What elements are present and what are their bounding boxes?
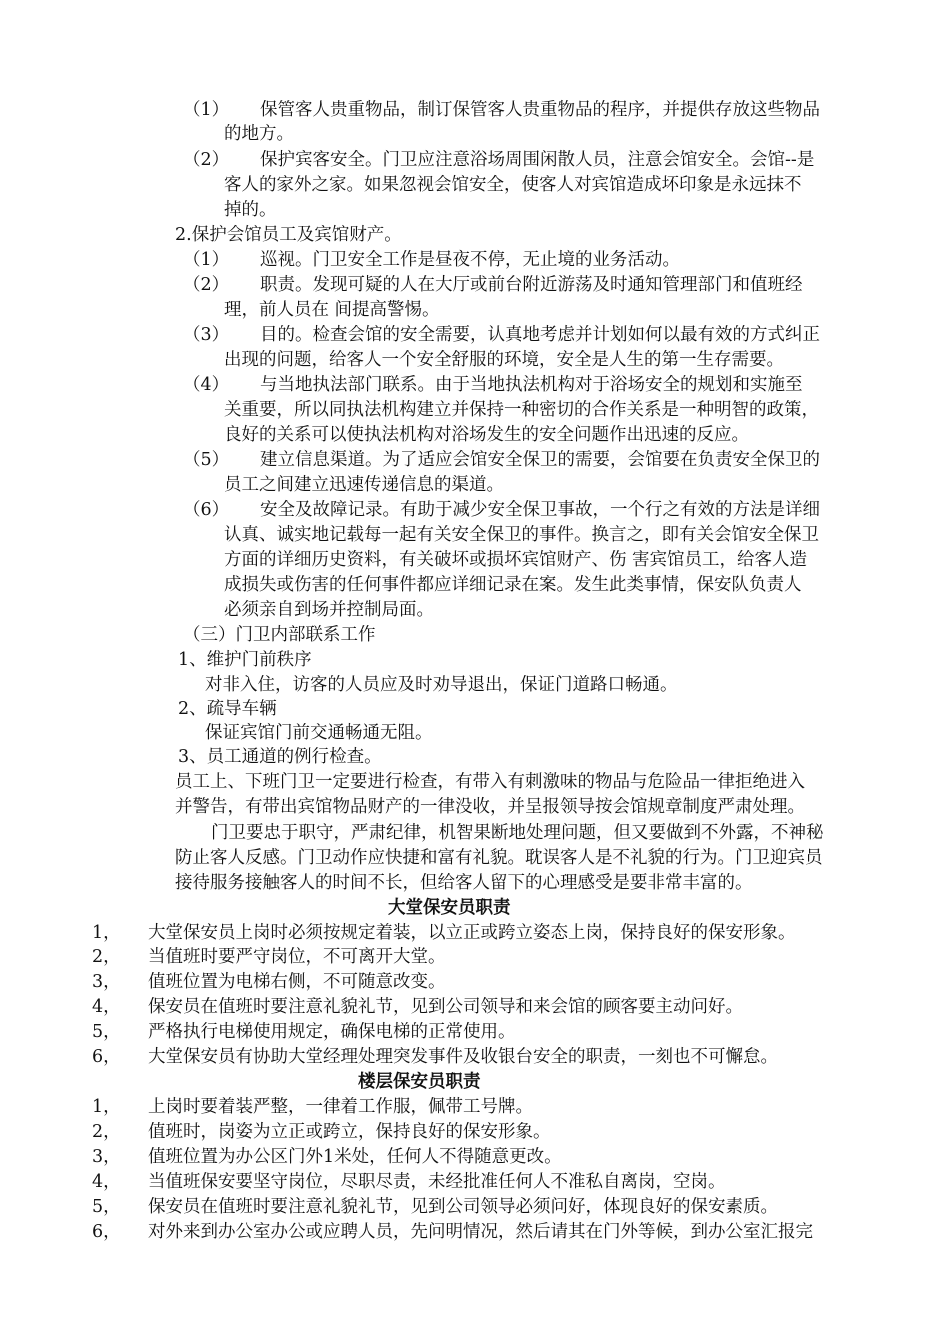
subheading: 3、员工通道的例行检查。 xyxy=(178,747,382,767)
list-number: 5， xyxy=(92,1022,121,1042)
paragraph-line: 掉的。 xyxy=(224,200,277,220)
paragraph-line: 对非入住，访客的人员应及时劝导退出，保证门道路口畅通。 xyxy=(205,675,678,695)
list-item: 值班时，岗姿为立正或跨立，保持良好的保安形象。 xyxy=(148,1122,551,1142)
marker: （6） xyxy=(183,500,230,520)
paragraph-line: 必须亲自到场并控制局面。 xyxy=(224,600,434,620)
list-number: 4， xyxy=(92,997,121,1017)
list-number: 3， xyxy=(92,1147,121,1167)
list-number: 2， xyxy=(92,1122,121,1142)
marker: （1） xyxy=(183,100,230,120)
paragraph-line: 关重要，所以同执法机构建立并保持一种密切的合作关系是一种明智的政策， xyxy=(224,400,819,420)
paragraph-line: 建立信息渠道。为了适应会馆安全保卫的需要，会馆要在负责安全保卫的 xyxy=(260,450,820,470)
paragraph-line: 接待服务接触客人的时间不长，但给客人留下的心理感受是要非常丰富的。 xyxy=(175,873,753,893)
paragraph-line: 员工上、下班门卫一定要进行检查，有带入有刺激味的物品与危险品一律拒绝进入 xyxy=(175,772,805,792)
paragraph-line: 保护宾客安全。门卫应注意浴场周围闲散人员，注意会馆安全。会馆--是 xyxy=(260,150,815,170)
paragraph-line: 出现的问题，给客人一个安全舒服的环境，安全是人生的第一生存需要。 xyxy=(224,350,784,370)
marker: （5） xyxy=(183,450,230,470)
paragraph-line: 方面的详细历史资料，有关破坏或损坏宾馆财产、伤 害宾馆员工，给客人造 xyxy=(224,550,808,570)
list-item: 保安员在值班时要注意礼貌礼节，见到公司领导和来会馆的顾客要主动问好。 xyxy=(148,997,743,1017)
marker: （4） xyxy=(183,375,230,395)
list-item: 值班位置为办公区门外1米处，任何人不得随意更改。 xyxy=(148,1147,562,1167)
paragraph-line: 认真、诚实地记载每一起有关安全保卫的事件。换言之，即有关会馆安全保卫 xyxy=(224,525,819,545)
list-item: 严格执行电梯使用规定，确保电梯的正常使用。 xyxy=(148,1022,516,1042)
paragraph-line: 保证宾馆门前交通畅通无阻。 xyxy=(205,723,433,743)
list-item: 当值班时要严守岗位，不可离开大堂。 xyxy=(148,947,446,967)
marker: （2） xyxy=(183,150,230,170)
subheading: 1、维护门前秩序 xyxy=(178,650,312,670)
paragraph-line: 门卫要忠于职守，严肃纪律，机智果断地处理问题，但又要做到不外露，不神秘 xyxy=(211,823,824,843)
section-heading: （三）门卫内部联系工作 xyxy=(183,625,376,645)
list-item: 上岗时要着装严整，一律着工作服，佩带工号牌。 xyxy=(148,1097,533,1117)
paragraph-line: 员工之间建立迅速传递信息的渠道。 xyxy=(224,475,504,495)
list-number: 6， xyxy=(92,1222,121,1242)
list-number: 6， xyxy=(92,1047,121,1067)
list-item: 大堂保安员有协助大堂经理处理突发事件及收银台安全的职责，一刻也不可懈怠。 xyxy=(148,1047,778,1067)
subheading: 2、疏导车辆 xyxy=(178,699,277,719)
marker: （1） xyxy=(183,250,230,270)
list-number: 1， xyxy=(92,923,121,943)
paragraph-line: 安全及故障记录。有助于减少安全保卫事故，一个行之有效的方法是详细 xyxy=(260,500,820,520)
list-item: 值班位置为电梯右侧，不可随意改变。 xyxy=(148,972,446,992)
paragraph-line: 职责。发现可疑的人在大厅或前台附近游荡及时通知管理部门和值班经 xyxy=(260,275,803,295)
paragraph-line: 保管客人贵重物品，制订保管客人贵重物品的程序，并提供存放这些物品 xyxy=(260,100,820,120)
marker: （3） xyxy=(183,325,230,345)
list-item: 当值班保安要坚守岗位，尽职尽责，未经批准任何人不准私自离岗，空岗。 xyxy=(148,1172,726,1192)
list-item: 保安员在值班时要注意礼貌礼节，见到公司领导必须问好，体现良好的保安素质。 xyxy=(148,1197,778,1217)
paragraph-line: 与当地执法部门联系。由于当地执法机构对于浴场安全的规划和实施至 xyxy=(260,375,803,395)
paragraph-line: 成损失或伤害的任何事件都应详细记录在案。发生此类事情，保安队负责人 xyxy=(224,575,802,595)
paragraph-line: 并警告，有带出宾馆物品财产的一律没收，并呈报领导按会馆规章制度严肃处理。 xyxy=(175,797,805,817)
paragraph-line: 巡视。门卫安全工作是昼夜不停，无止境的业务活动。 xyxy=(260,250,680,270)
list-number: 5， xyxy=(92,1197,121,1217)
list-number: 1， xyxy=(92,1097,121,1117)
section-title-floor: 楼层保安员职责 xyxy=(358,1072,481,1092)
paragraph-line: 理，前人员在 间提高警惕。 xyxy=(224,300,440,320)
section-title-lobby: 大堂保安员职责 xyxy=(388,898,511,918)
list-item: 大堂保安员上岗时必须按规定着装，以立正或跨立姿态上岗，保持良好的保安形象。 xyxy=(148,923,796,943)
section-heading: 2.保护会馆员工及宾馆财产。 xyxy=(175,225,402,245)
paragraph-line: 的地方。 xyxy=(224,124,294,144)
paragraph-line: 客人的家外之家。如果忽视会馆安全，使客人对宾馆造成坏印象是永远抹不 xyxy=(224,175,802,195)
marker: （2） xyxy=(183,275,230,295)
list-item: 对外来到办公室办公或应聘人员，先问明情况，然后请其在门外等候，到办公室汇报完 xyxy=(148,1222,813,1242)
list-number: 4， xyxy=(92,1172,121,1192)
paragraph-line: 目的。检查会馆的安全需要，认真地考虑并计划如何以最有效的方式纠正 xyxy=(260,325,820,345)
paragraph-line: 防止客人反感。门卫动作应快捷和富有礼貌。耽误客人是不礼貌的行为。门卫迎宾员 xyxy=(175,848,823,868)
list-number: 3， xyxy=(92,972,121,992)
paragraph-line: 良好的关系可以使执法机构对浴场发生的安全问题作出迅速的反应。 xyxy=(224,425,749,445)
list-number: 2， xyxy=(92,947,121,967)
